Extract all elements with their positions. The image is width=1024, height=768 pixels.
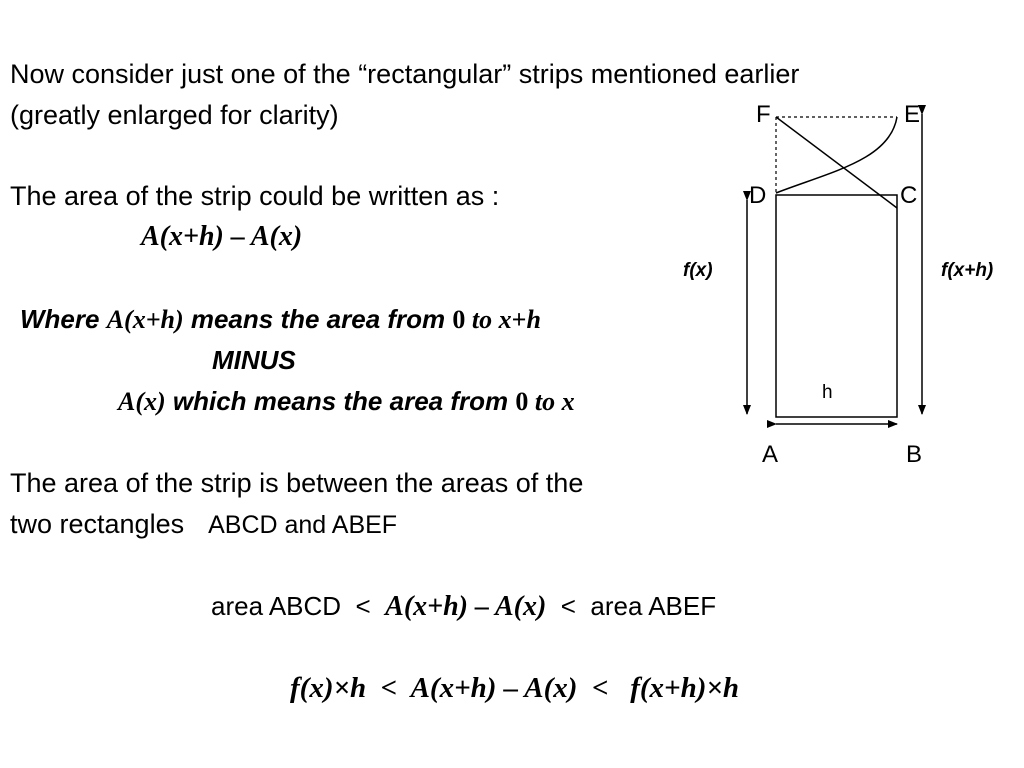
ineq1-left: area ABCD < (211, 591, 386, 621)
ineq1-middle: A(x+h) – A(x) (385, 591, 547, 622)
ax-zero: 0 (515, 387, 529, 416)
rectangle-abcd (776, 195, 897, 417)
where-zero: 0 (452, 305, 466, 334)
inequality-functions: f(x)×h < A(x+h) – A(x) < f(x+h)×h (290, 672, 740, 704)
point-label-b: B (906, 441, 923, 468)
point-label-e: E (904, 101, 921, 128)
point-label-f: F (756, 101, 771, 128)
ineq1-right: < area ABEF (546, 591, 717, 621)
ax-text: which means the area from (165, 386, 516, 416)
between-rect-names: ABCD and ABEF (208, 511, 398, 539)
intro-line-2: (greatly enlarged for clarity) (10, 100, 339, 130)
width-label-h: h (822, 382, 833, 403)
ax-to: to (528, 387, 562, 416)
area-expression: A(x+h) – A(x) (141, 221, 303, 252)
where-text: means the area from (183, 304, 453, 334)
height-label-fxh: f(x+h) (941, 260, 994, 281)
where-to: to (465, 305, 499, 334)
point-label-d: D (749, 182, 767, 209)
where-x: x (498, 305, 512, 334)
ax-a-expr: A(x) (118, 387, 166, 416)
between-two-rectangles: two rectangles (10, 509, 185, 539)
point-label-a: A (762, 441, 779, 468)
curve-d-to-e (776, 117, 897, 193)
minus-word: MINUS (212, 345, 296, 375)
point-label-c: C (900, 182, 918, 209)
ax-x: x (561, 387, 575, 416)
where-a-expr: A(x+h) (106, 305, 184, 334)
where-plus: + (511, 305, 527, 334)
where-h: h (526, 305, 541, 334)
between-line-1: The area of the strip is between the areas of the (10, 468, 584, 498)
intro-line-1: Now consider just one of the “rectangular” strips mentioned earlier (10, 59, 800, 89)
height-label-fx: f(x) (683, 260, 713, 281)
where-word: Where (20, 304, 107, 334)
area-intro-text: The area of the strip could be written as : (10, 181, 500, 211)
